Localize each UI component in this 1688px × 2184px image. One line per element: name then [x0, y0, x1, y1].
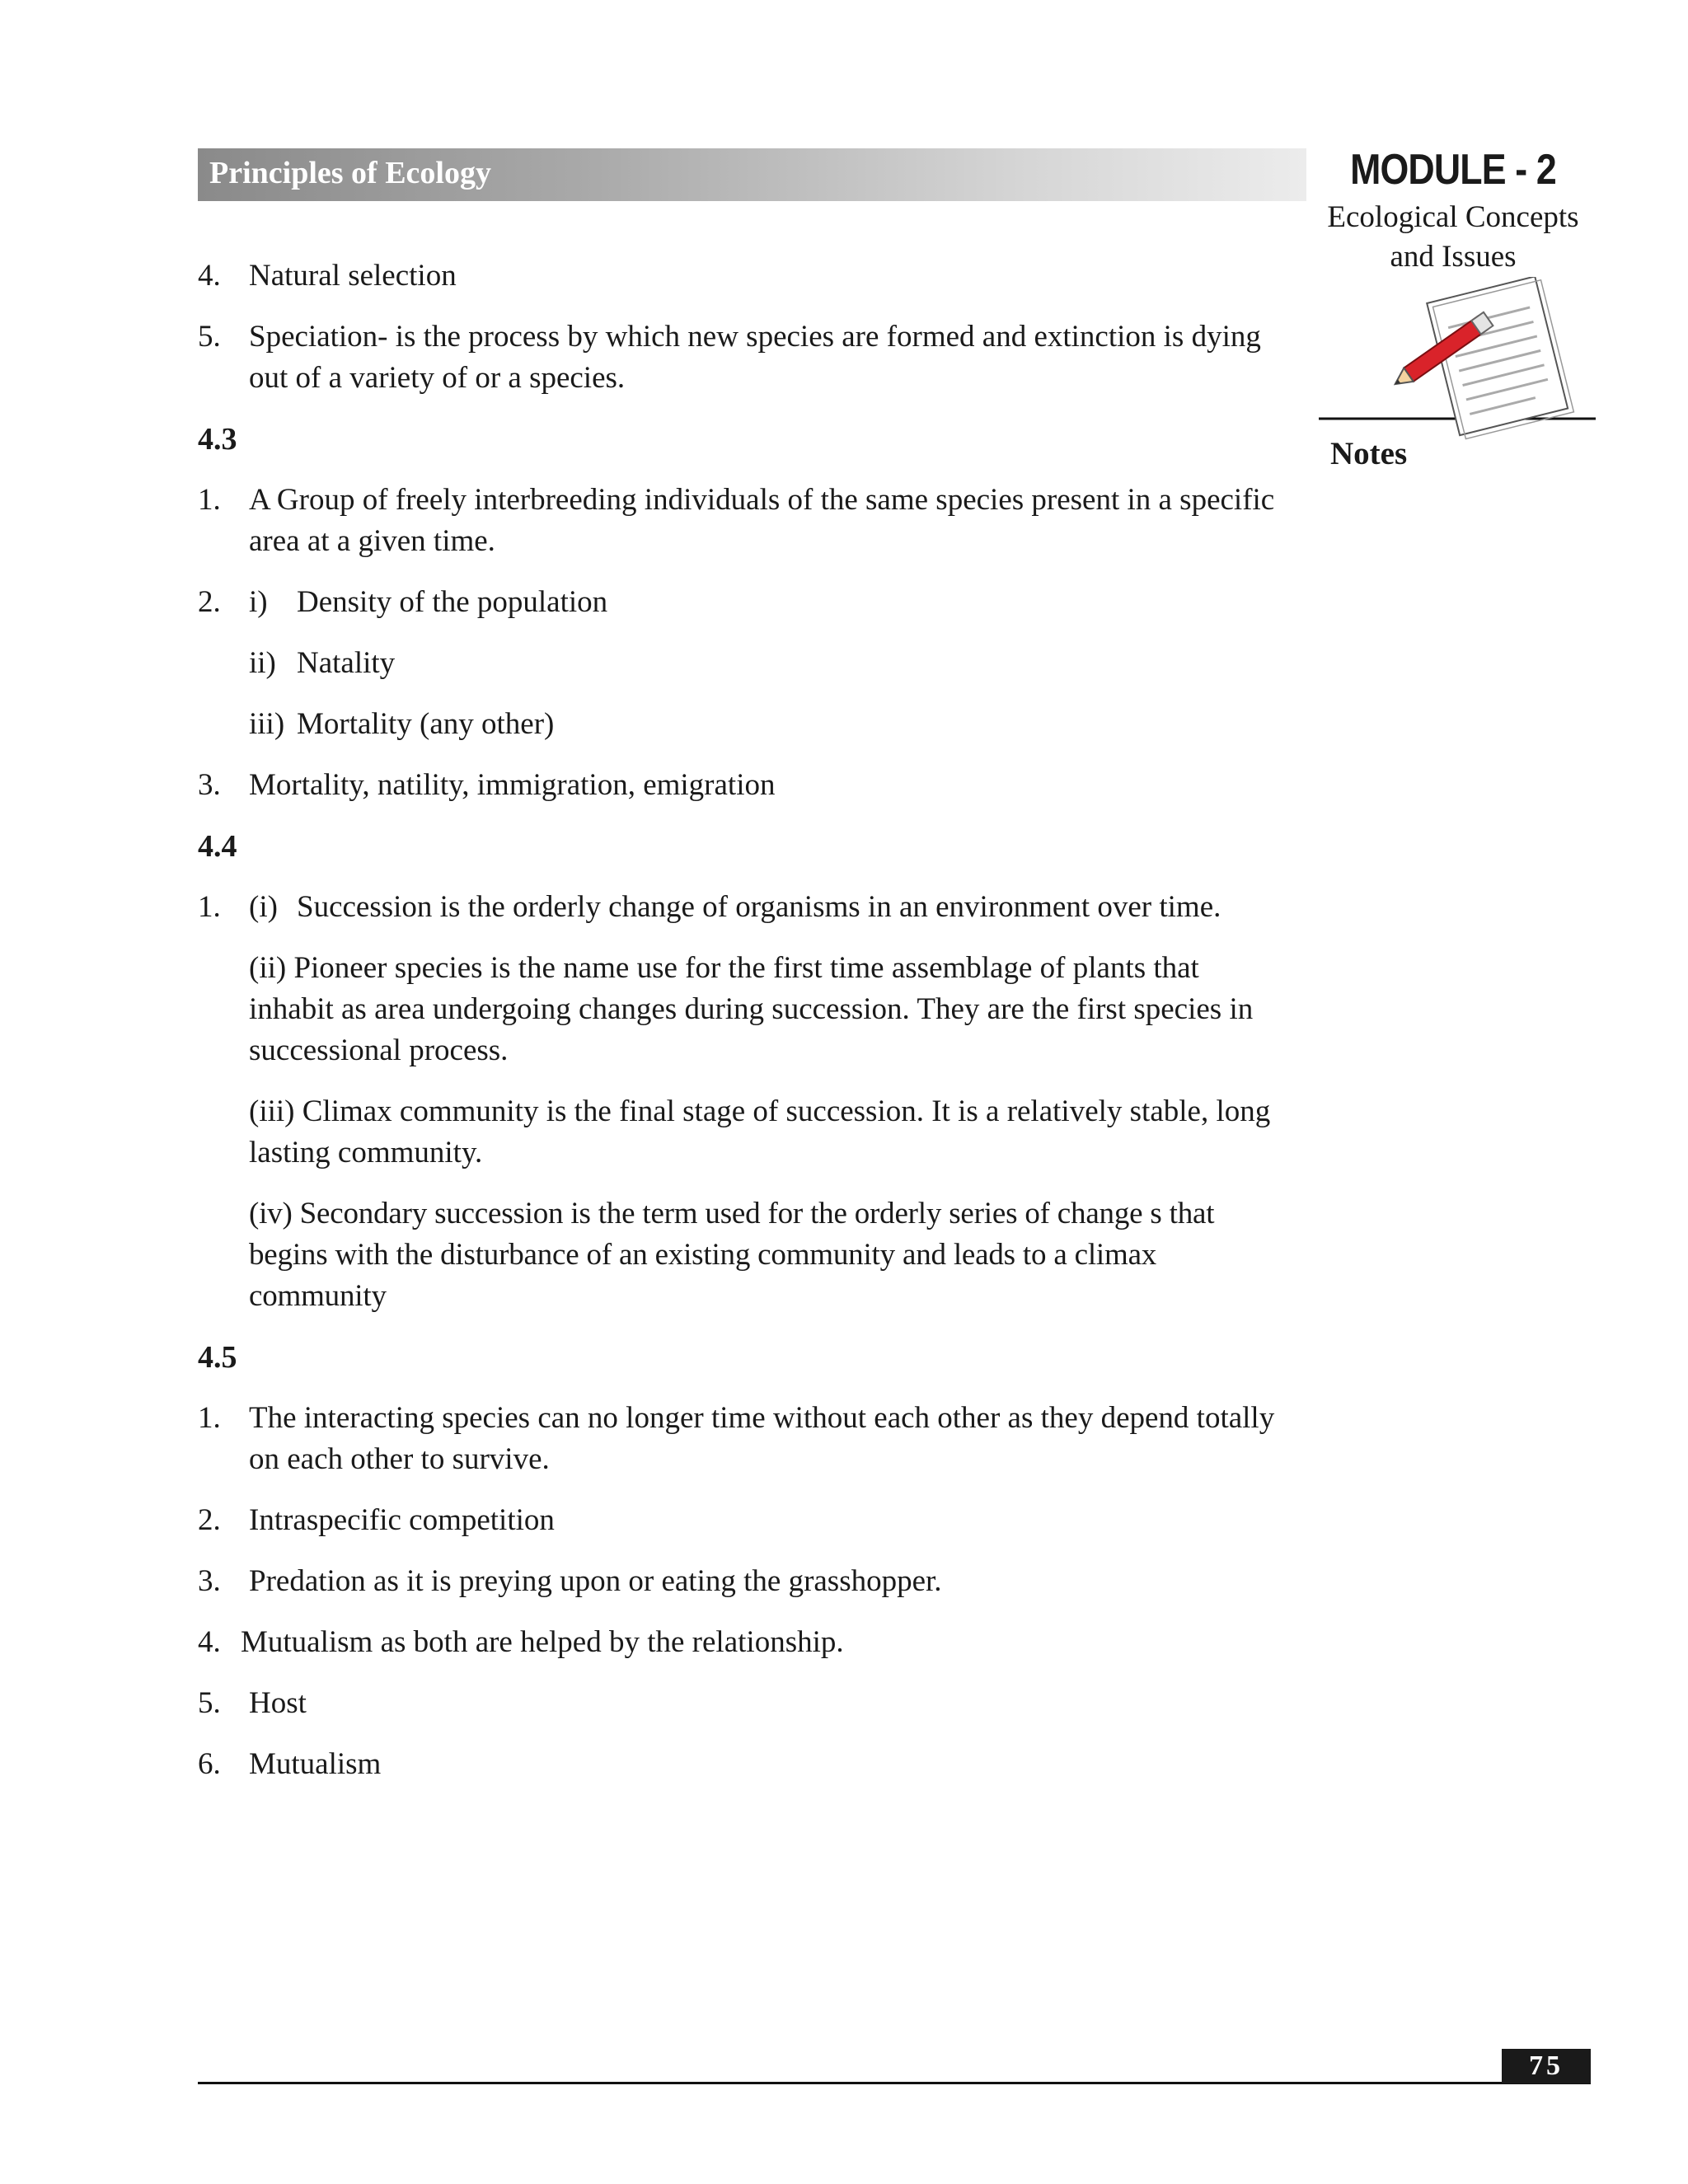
- list-item: [198, 887, 1290, 928]
- item-number: 2.: [198, 585, 221, 619]
- sub-item-number: iii): [249, 707, 285, 741]
- section-heading-4-3: 4.3: [198, 422, 237, 457]
- module-subtitle-line2: and Issues: [1390, 240, 1517, 274]
- item-number: 6.: [198, 1747, 221, 1781]
- paragraph: (iv) Secondary succession is the term used for the orderly series of change s that begins with the disturbance of an existing community and leads to a climax community: [249, 1197, 1215, 1313]
- sub-list-item: [198, 643, 1290, 684]
- item-number: 5.: [198, 1686, 221, 1720]
- list-item: [198, 1683, 1290, 1724]
- list-item: [198, 316, 1290, 399]
- page-number: 75: [1502, 2049, 1591, 2083]
- sub-item-text: Natality: [297, 646, 396, 680]
- sub-item-text: Mortality (any other): [297, 707, 555, 741]
- paragraph: (ii) Pioneer species is the name use for the first time assemblage of plants that inhabit as area undergoing changes during succession. They are the first species in successional process.: [249, 951, 1254, 1067]
- paragraph: (iii) Climax community is the final stage of succession. It is a relatively stable, long lasting community.: [249, 1094, 1271, 1169]
- sub-item-number: ii): [249, 646, 276, 680]
- item-number: 3.: [198, 768, 221, 802]
- section-heading-4-5: 4.5: [198, 1340, 237, 1375]
- item-number: 1.: [198, 890, 221, 924]
- item-text: Mortality, natility, immigration, emigration: [249, 768, 776, 802]
- list-item: [198, 1500, 1290, 1541]
- notes-label: Notes: [1330, 436, 1408, 471]
- item-number: 1.: [198, 1401, 221, 1435]
- item-number: 2.: [198, 1503, 221, 1537]
- answer-content: [198, 255, 1290, 1805]
- list-item: [198, 1744, 1290, 1785]
- list-item: [198, 255, 1290, 297]
- module-title: MODULE - 2: [1350, 146, 1556, 194]
- item-text: Predation as it is preying upon or eating the grasshopper.: [249, 1564, 942, 1598]
- footer-rule: [198, 2082, 1591, 2084]
- header-bar: [198, 148, 1306, 201]
- list-item: [198, 1561, 1290, 1602]
- sub-item-number: (i): [249, 890, 278, 924]
- module-subtitle-line1: Ecological Concepts: [1327, 200, 1579, 234]
- section-heading-4-4: 4.4: [198, 829, 237, 864]
- sidebar: [1311, 145, 1596, 471]
- item-number: 5.: [198, 320, 221, 354]
- item-text: Host: [249, 1686, 307, 1720]
- item-number: 3.: [198, 1564, 221, 1598]
- item-text: Mutualism as both are helped by the relationship.: [241, 1625, 844, 1659]
- item-text: Intraspecific competition: [249, 1503, 555, 1537]
- list-item: [198, 1398, 1290, 1480]
- notes-pencil-icon: [1319, 277, 1596, 442]
- sub-item-text: Density of the population: [297, 585, 608, 619]
- item-number: 4.: [198, 1625, 221, 1659]
- item-text: Mutualism: [249, 1747, 382, 1781]
- item-text: A Group of freely interbreeding individuals of the same species present in a specific area at a given time.: [249, 483, 1275, 558]
- list-item: [198, 582, 1290, 623]
- item-number: 1.: [198, 483, 221, 517]
- item-text: Natural selection: [249, 259, 457, 293]
- list-item: [198, 765, 1290, 806]
- item-text: Speciation- is the process by which new species are formed and extinction is dying out of a variety of or a species.: [249, 320, 1261, 395]
- sub-item-text: Succession is the orderly change of organisms in an environment over time.: [297, 890, 1221, 924]
- running-header-title: Principles of Ecology: [209, 156, 491, 190]
- list-item: [198, 480, 1290, 562]
- sub-item-number: i): [249, 585, 268, 619]
- item-text: The interacting species can no longer time without each other as they depend totally on each other to survive.: [249, 1401, 1275, 1476]
- sub-list-item: [198, 704, 1290, 745]
- item-number: 4.: [198, 259, 221, 293]
- list-item: [198, 1622, 1290, 1663]
